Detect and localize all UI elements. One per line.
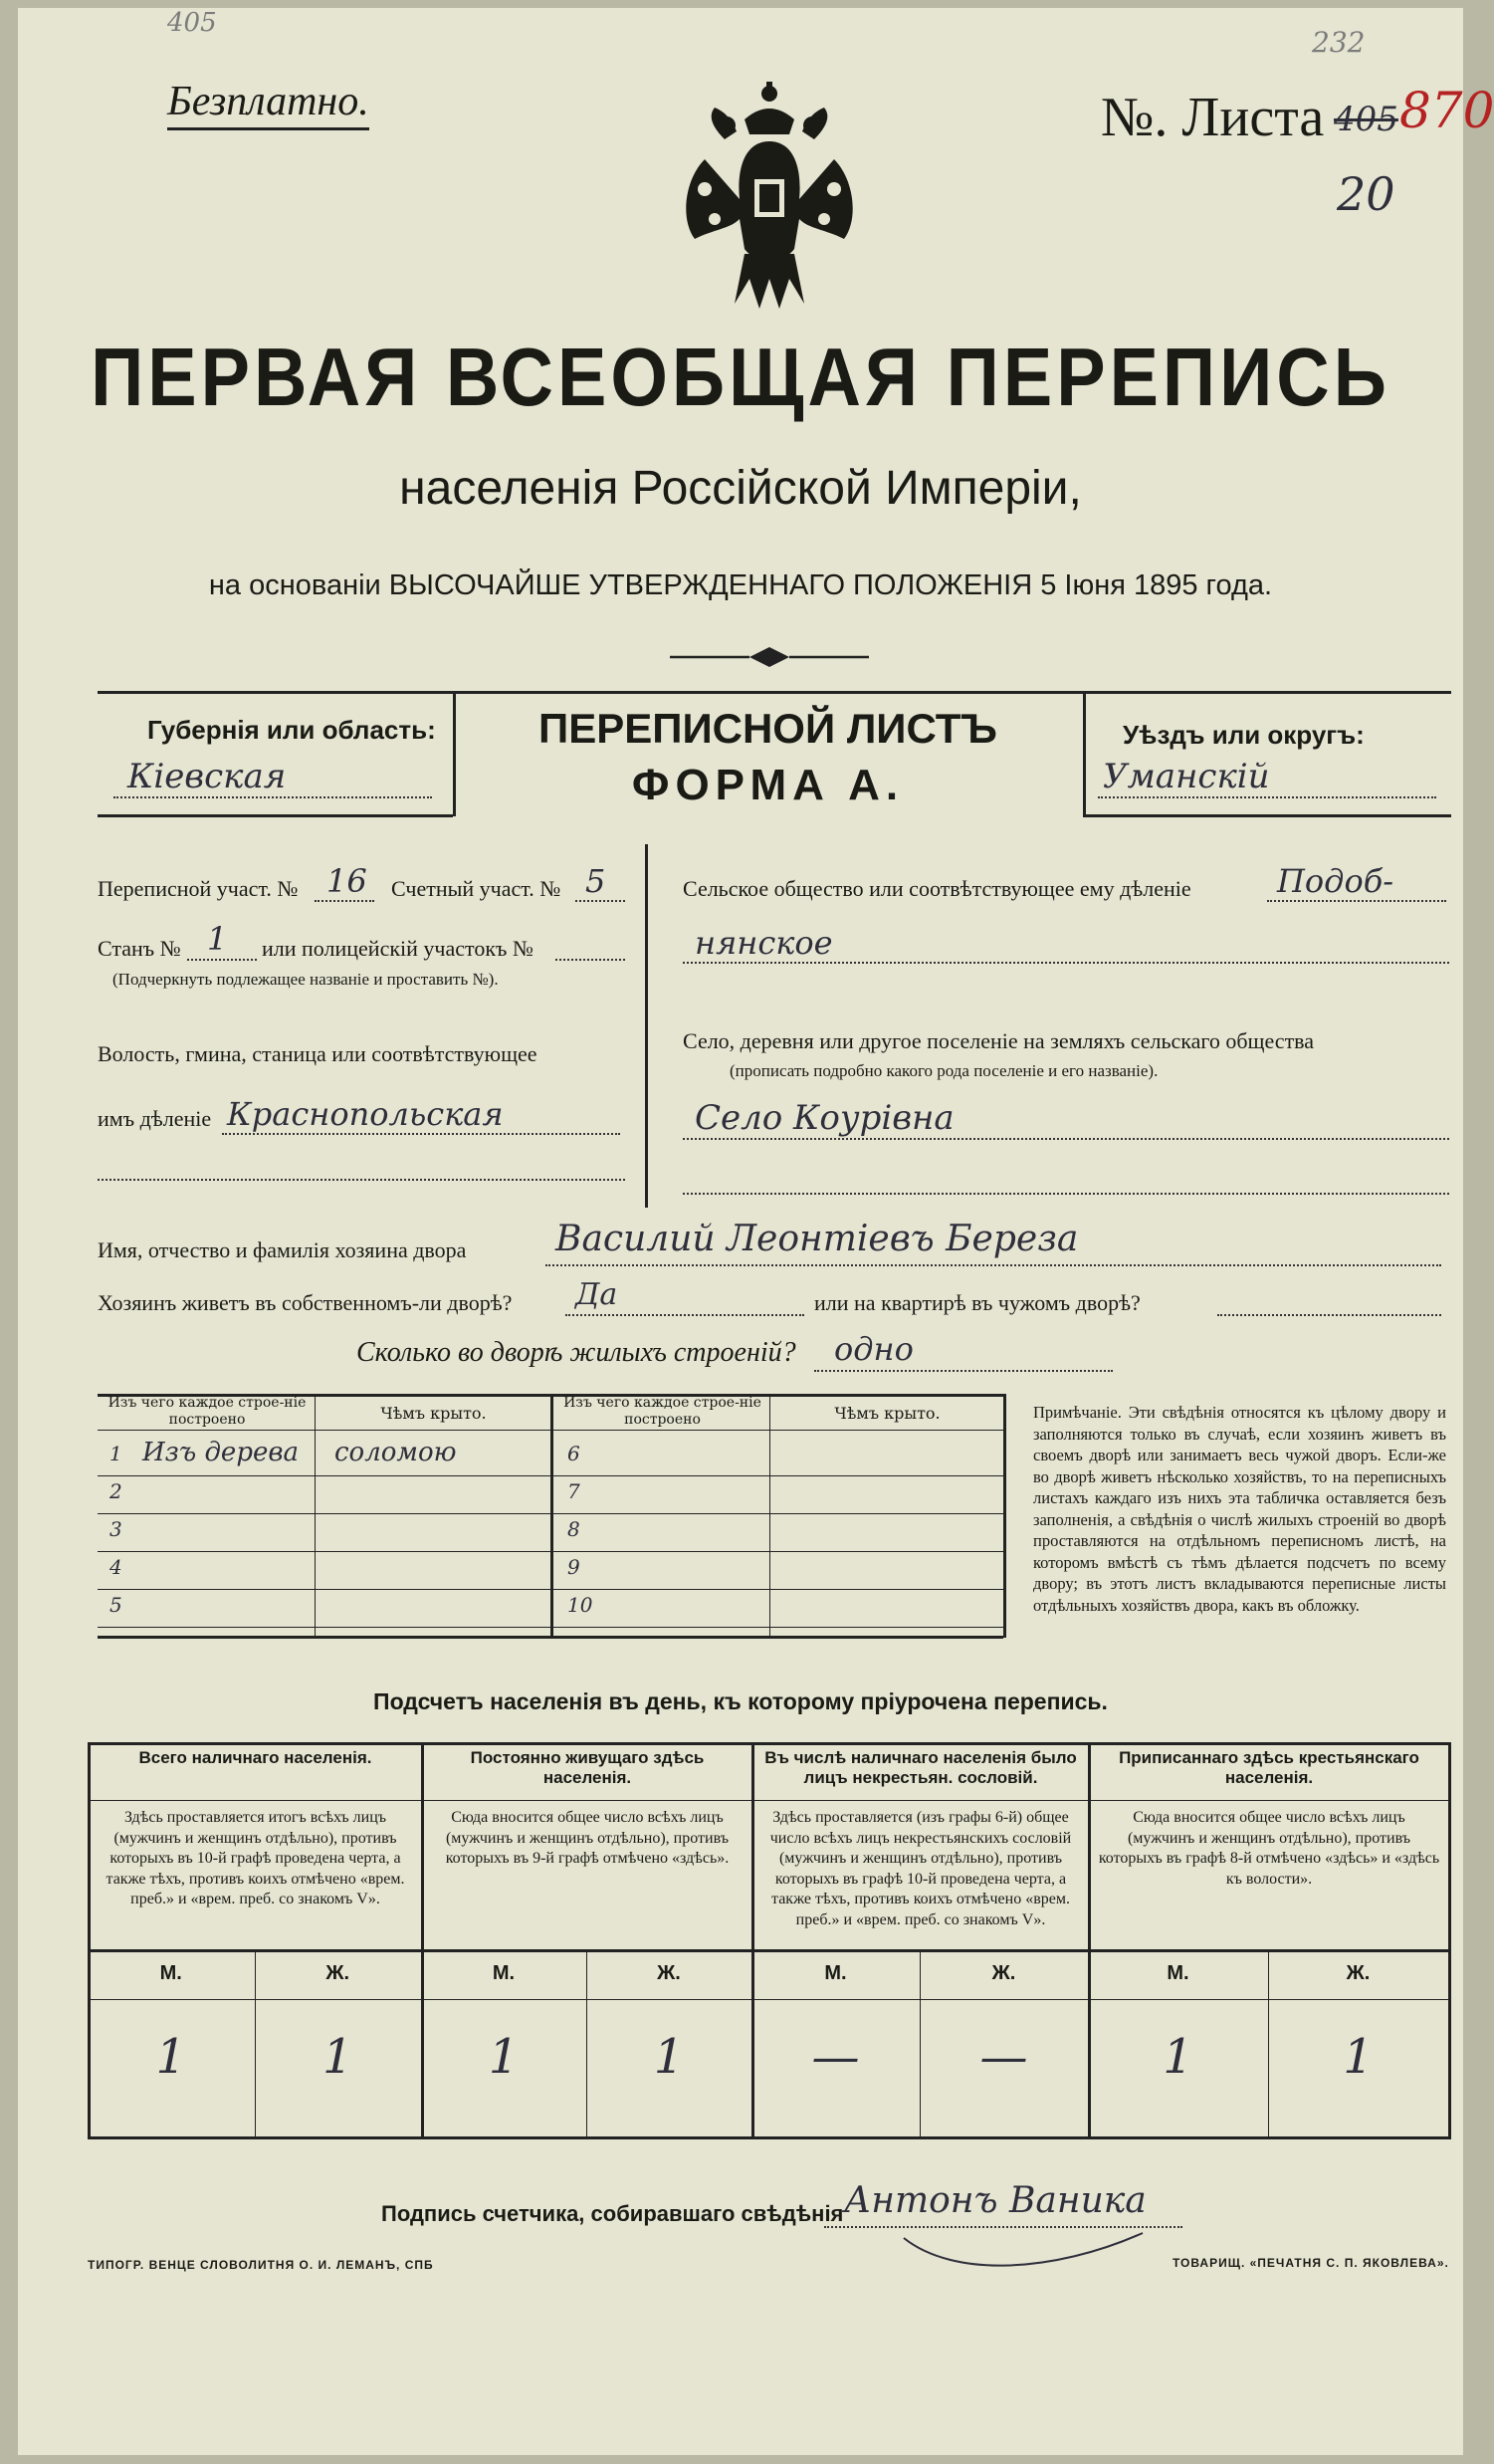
- male-count: 1: [155, 2029, 187, 2085]
- form-name-line2: ФОРМА А.: [631, 761, 905, 809]
- volost-value: Краснопольская: [227, 1095, 504, 1133]
- police-label: или полицейскій участокъ №: [262, 936, 534, 961]
- female-count: 1: [321, 2029, 353, 2085]
- stan-underline: [187, 959, 257, 961]
- underline-note: (Подчеркнуть подлежащее названіе и проставить №).: [112, 970, 499, 989]
- count-table-top: [88, 1742, 1451, 1745]
- volost-label-2: имъ дѣленіе: [98, 1106, 212, 1131]
- signature-value: Антонъ Ваника: [844, 2180, 1147, 2221]
- sheet-number-label: №. Листа: [1101, 87, 1325, 148]
- count-column-text: Здѣсь проставляется итогъ всѣхъ лицъ (мужчинъ и женщинъ отдѣльно), противъ которыхъ въ 10-й графѣ проведена черта, а также тѣхъ, противъ коихъ отмѣчено «врем. преб.» и «врем. преб. со знакомъ V».: [106, 1809, 405, 1907]
- province-underline: [113, 796, 432, 798]
- own-yard-label: Хозяинъ живетъ въ собственномъ-ли дворѣ?: [98, 1290, 513, 1315]
- count-table-bottom: [88, 2136, 1451, 2139]
- female-label: Ж.: [325, 1962, 350, 1984]
- rented-label: или на квартирѣ въ чужомъ дворѣ?: [814, 1290, 1141, 1315]
- count-column-heading: Всего наличнаго населенія.: [138, 1748, 372, 1767]
- district-value: Уманскій: [1103, 757, 1270, 796]
- col-roof-header-right: Чѣмъ крыто.: [834, 1404, 941, 1423]
- owner-name-value: Василий Леонтiевъ Береза: [555, 1219, 1079, 1259]
- printer-left: ТИПОГР. ВЕНЦЕ СЛОВОЛИТНЯ О. И. ЛЕМАНЪ, СПБ: [88, 2258, 434, 2272]
- count-area-value: 5: [585, 862, 606, 900]
- female-label: Ж.: [1346, 1962, 1371, 1984]
- province-value: Кіевская: [127, 757, 287, 796]
- document-title: ПЕРВАЯ ВСЕОБЩАЯ ПЕРЕПИСЬ: [91, 331, 1390, 423]
- count-column-heading: Въ числѣ наличнаго населенія было лицъ некрестьян. сословій.: [764, 1748, 1077, 1787]
- building-row-number: 1: [109, 1442, 122, 1465]
- female-label: Ж.: [991, 1962, 1016, 1984]
- volost-label-1: Волость, гмина, станица или соотвѣтствующее: [98, 1041, 537, 1066]
- header-box-divider-right: [1083, 691, 1086, 816]
- village-value: Село Коурівна: [695, 1098, 955, 1138]
- building-row-number-right: 7: [567, 1479, 580, 1503]
- building-row-line: [98, 1627, 1003, 1628]
- male-label: М.: [824, 1962, 847, 1984]
- district-label: Уѣздъ или округъ:: [1123, 720, 1365, 750]
- male-count: 1: [1163, 2029, 1193, 2085]
- building-row-number-right: 6: [567, 1442, 580, 1465]
- corner-mark-left: 405: [167, 8, 217, 38]
- male-label: М.: [1167, 1962, 1189, 1984]
- building-row-number: 2: [109, 1479, 122, 1503]
- buildings-table-col-b: [769, 1394, 770, 1638]
- document-subtitle: населенія Россійской Имперіи,: [399, 462, 1082, 515]
- decree-line: на основаніи ВЫСОЧАЙШЕ УТВЕРЖДЕННАГО ПОЛОЖЕНІЯ 5 Іюня 1895 года.: [208, 569, 1273, 601]
- building-row-number-right: 10: [567, 1593, 593, 1617]
- census-area-label: Переписной участ. №: [98, 876, 299, 901]
- village-label: Село, деревня или другое поселеніе на земляхъ сельскаго общества: [683, 1028, 1315, 1053]
- building-row-line: [98, 1513, 1003, 1514]
- buildings-table-col-a: [315, 1394, 316, 1638]
- buildings-label: Сколько во дворѣ жилыхъ строеній?: [356, 1337, 796, 1368]
- village-underline: [683, 1138, 1449, 1140]
- own-yard-value: Да: [575, 1277, 618, 1312]
- building-row-line: [98, 1475, 1003, 1476]
- rented-underline: [1217, 1314, 1441, 1316]
- building-row-number-right: 9: [567, 1555, 580, 1579]
- society-label: Сельское общество или соотвѣтствующее ему дѣленіе: [683, 876, 1191, 901]
- police-underline: [555, 959, 625, 961]
- census-area-value: 16: [326, 862, 367, 900]
- middle-divider: [645, 844, 648, 1208]
- male-count: 1: [488, 2029, 520, 2085]
- buildings-table-right: [1003, 1394, 1006, 1638]
- census-area-underline: [315, 900, 374, 902]
- male-label: М.: [159, 1962, 182, 1984]
- building-row-number: 3: [109, 1517, 122, 1541]
- ornament-divider: [670, 645, 869, 669]
- buildings-table-bottom: [98, 1636, 1003, 1639]
- free-label: Безплатно.: [167, 78, 369, 130]
- census-sheet: [18, 8, 1494, 2455]
- count-title: Подсчетъ населенія въ день, къ которому пріурочена перепись.: [373, 1688, 1108, 1714]
- count-column-text: Здѣсь проставляется (изъ графы 6-й) общее число всѣхъ лицъ некрестьянскихъ сословій (мужчинъ и женщинъ отдѣльно), противъ которыхъ въ графѣ 10-й проведена черта, а также тѣхъ, противъ коихъ отмѣчено «врем. преб.» и «врем. преб. со знакомъ V».: [769, 1809, 1072, 1928]
- count-table-text-line: [88, 1949, 1451, 1952]
- form-name-line1: ПЕРЕПИСНОЙ ЛИСТЪ: [538, 705, 997, 752]
- count-column-text: Сюда вносится общее число всѣхъ лицъ (мужчинъ и женщинъ отдѣльно), противъ которыхъ въ 9-й графѣ отмѣчено «здѣсь».: [445, 1809, 730, 1867]
- society-underline-1: [1267, 900, 1446, 902]
- society-underline-2: [683, 962, 1449, 964]
- stan-label: Станъ №: [98, 936, 181, 961]
- volost-underline: [222, 1133, 620, 1135]
- village-note: (прописать подробно какого рода поселеніе и его названіе).: [730, 1061, 1159, 1080]
- female-count: —: [979, 2029, 1028, 2085]
- side-note: Примѣчаніе. Эти свѣдѣнія относятся къ цѣлому двору и заполняются только въ случаѣ, если хозяинъ живетъ въ своемъ дворѣ или занимаетъ весь чужой дворъ. Если-же во дворѣ живетъ нѣсколько хозяйствъ, то на переписныхъ листахъ каждаго изъ нихъ эта табличка оставляется безъ заполненія, а свѣдѣнія о числѣ жилыхъ строеній во дворѣ проставляются на отдѣльномъ переписномъ листѣ, на которомъ вмѣстѣ съ тѣмъ дѣлается подсчетъ по всему двору; въ этотъ листъ вкладываются переписные листы отдѣльныхъ хозяйствъ двора, какъ въ обложку.: [1033, 1403, 1446, 1615]
- society-value-2: нянское: [695, 924, 833, 962]
- building-row-number: 4: [109, 1555, 122, 1579]
- male-count: —: [811, 2029, 860, 2085]
- buildings-underline: [814, 1370, 1113, 1372]
- count-column-text: Сюда вносится общее число всѣхъ лицъ (мужчинъ и женщинъ отдѣльно), противъ которыхъ въ графѣ 8-й отмѣчено «здѣсь» и «здѣсь къ волости».: [1098, 1809, 1440, 1888]
- printer-right: ТОВАРИЩ. «ПЕЧАТНЯ С. П. ЯКОВЛЕВА».: [1173, 2256, 1449, 2270]
- male-label: М.: [492, 1962, 516, 1984]
- header-box-bottom-left: [98, 814, 453, 817]
- buildings-table-mid: [550, 1394, 553, 1638]
- header-box-bottom-right: [1083, 814, 1451, 817]
- building-row-line: [98, 1551, 1003, 1552]
- building-material: Изъ дерева: [142, 1438, 299, 1467]
- count-column-heading: Приписаннаго здѣсь крестьянскаго населенія.: [1119, 1748, 1419, 1787]
- count-column-heading: Постоянно живущаго здѣсь населенія.: [470, 1748, 705, 1787]
- stan-value: 1: [207, 920, 228, 958]
- province-label: Губернія или область:: [147, 715, 436, 745]
- sheet-number-written: 870: [1399, 82, 1494, 139]
- district-underline: [1098, 796, 1436, 798]
- buildings-value: одно: [834, 1330, 914, 1368]
- sheet-number-below: 20: [1337, 167, 1395, 221]
- building-roof: соломою: [334, 1438, 457, 1467]
- count-table-right: [1448, 1742, 1451, 2138]
- count-area-label: Счетный участ. №: [391, 876, 561, 901]
- corner-mark-right: 232: [1312, 26, 1366, 59]
- building-row-number: 5: [109, 1593, 122, 1617]
- imperial-eagle-emblem: [675, 80, 864, 319]
- building-row-number-right: 8: [567, 1517, 580, 1541]
- owner-name-underline: [545, 1264, 1441, 1266]
- village-underline-2: [683, 1193, 1449, 1195]
- col-built-of-header-right: Изъ чего каждое строе-ніе построено: [563, 1395, 761, 1428]
- female-count: 1: [653, 2029, 685, 2085]
- volost-underline-2: [98, 1179, 625, 1181]
- female-label: Ж.: [657, 1962, 681, 1984]
- owner-name-label: Имя, отчество и фамилія хозяина двора: [98, 1237, 467, 1262]
- sheet-number-crossed: 405: [1334, 100, 1398, 139]
- count-table-mf-line: [88, 1999, 1451, 2000]
- count-area-underline: [575, 900, 625, 902]
- own-yard-underline: [565, 1314, 804, 1316]
- female-count: 1: [1343, 2029, 1374, 2085]
- signature-flourish: [894, 2218, 1153, 2278]
- count-table-heading-line: [88, 1800, 1451, 1801]
- signature-label: Подпись счетчика, собиравшаго свѣдѣнія: [381, 2201, 844, 2226]
- society-value-1: Подоб-: [1277, 862, 1394, 900]
- col-roof-header-left: Чѣмъ крыто.: [380, 1404, 487, 1423]
- header-box-top: [98, 691, 1451, 694]
- building-row-line: [98, 1589, 1003, 1590]
- col-built-of-header-left: Изъ чего каждое строе-ніе построено: [107, 1395, 307, 1428]
